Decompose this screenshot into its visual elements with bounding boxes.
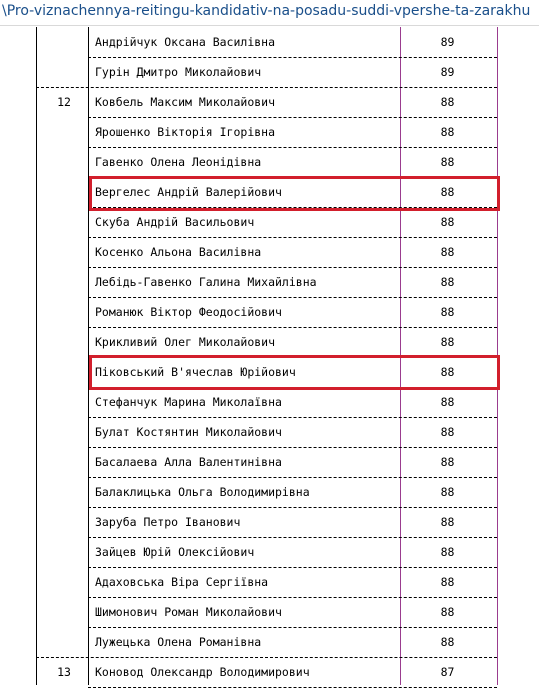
rank-cell: 12	[57, 95, 71, 109]
score-cell: 88	[440, 125, 455, 139]
table-row	[0, 148, 539, 178]
candidate-name-cell: Заруба Петро Іванович	[95, 515, 241, 529]
score-cell: 88	[440, 275, 455, 289]
table-row	[0, 208, 539, 238]
score-cell: 88	[440, 185, 455, 199]
score-cell: 88	[440, 485, 455, 499]
score-cell: 89	[440, 35, 455, 49]
candidate-name-cell: Андрійчук Оксана Василівна	[95, 35, 276, 49]
table-row	[0, 628, 539, 658]
table-row	[0, 508, 539, 538]
table-row	[0, 358, 539, 388]
score-cell: 88	[440, 335, 455, 349]
candidate-name-cell: Гавенко Олена Леонідівна	[95, 155, 262, 169]
table-row	[0, 418, 539, 448]
score-cell: 88	[440, 95, 455, 109]
table-row	[0, 478, 539, 508]
score-cell: 88	[440, 365, 455, 379]
score-cell: 88	[440, 515, 455, 529]
candidate-name-cell: Балаклицька Ольга Володимирівна	[95, 485, 310, 499]
table-row	[0, 28, 539, 58]
table-row	[0, 658, 539, 688]
url-path-text: \Pro-viznachennya-reitingu-kandidativ-na-posadu-suddi-vpershe-ta-zarakhu	[0, 0, 539, 26]
score-cell: 88	[440, 215, 455, 229]
score-cell: 88	[440, 425, 455, 439]
candidate-name-cell: Басалаева Алла Валентинівна	[95, 455, 282, 469]
candidate-name-cell: Ковбель Максим Миколайович	[95, 95, 276, 109]
candidate-name-cell: Піковський В'ячеслав Юрійович	[95, 365, 296, 379]
candidate-name-cell: Гурін Дмитро Миколайович	[95, 65, 262, 79]
candidate-name-cell: Булат Костянтин Миколайович	[95, 425, 282, 439]
table-row	[0, 238, 539, 268]
score-cell: 88	[440, 635, 455, 649]
table-row	[0, 88, 539, 118]
candidate-name-cell: Коновод Олександр Володимирович	[95, 665, 310, 679]
score-cell: 88	[440, 305, 455, 319]
candidate-name-cell: Косенко Альона Василівна	[95, 245, 262, 259]
candidate-name-cell: Зайцев Юрій Олексійович	[95, 545, 255, 559]
table-row	[0, 538, 539, 568]
score-cell: 88	[440, 605, 455, 619]
score-cell: 89	[440, 65, 455, 79]
table-row	[0, 568, 539, 598]
candidate-name-cell: Лужецька Олена Романівна	[95, 635, 262, 649]
score-cell: 88	[440, 545, 455, 559]
score-cell: 87	[440, 665, 455, 679]
table-row	[0, 328, 539, 358]
score-cell: 88	[440, 455, 455, 469]
candidate-name-cell: Вергелес Андрій Валерійович	[95, 185, 282, 199]
table-row	[0, 298, 539, 328]
score-cell: 88	[440, 395, 455, 409]
candidate-name-cell: Ярошенко Вікторія Ігорівна	[95, 125, 276, 139]
candidate-name-cell: Адаховська Віра Сергіївна	[95, 575, 269, 589]
candidate-name-cell: Лебідь-Гавенко Галина Михайлівна	[95, 275, 317, 289]
score-cell: 88	[440, 245, 455, 259]
rank-cell: 13	[57, 665, 71, 679]
table-row	[0, 178, 539, 208]
score-cell: 88	[440, 155, 455, 169]
table-row	[0, 448, 539, 478]
table-row	[0, 388, 539, 418]
table-row	[0, 268, 539, 298]
candidate-name-cell: Скуба Андрій Васильович	[95, 215, 255, 229]
table-row	[0, 118, 539, 148]
score-cell: 88	[440, 575, 455, 589]
table-row	[0, 598, 539, 628]
candidate-name-cell: Крикливий Олег Миколайович	[95, 335, 276, 349]
table-row	[0, 58, 539, 88]
candidate-name-cell: Романюк Віктор Феодосійович	[95, 305, 282, 319]
candidate-name-cell: Стефанчук Марина Миколаївна	[95, 395, 282, 409]
candidate-name-cell: Шимонович Роман Миколайович	[95, 605, 282, 619]
